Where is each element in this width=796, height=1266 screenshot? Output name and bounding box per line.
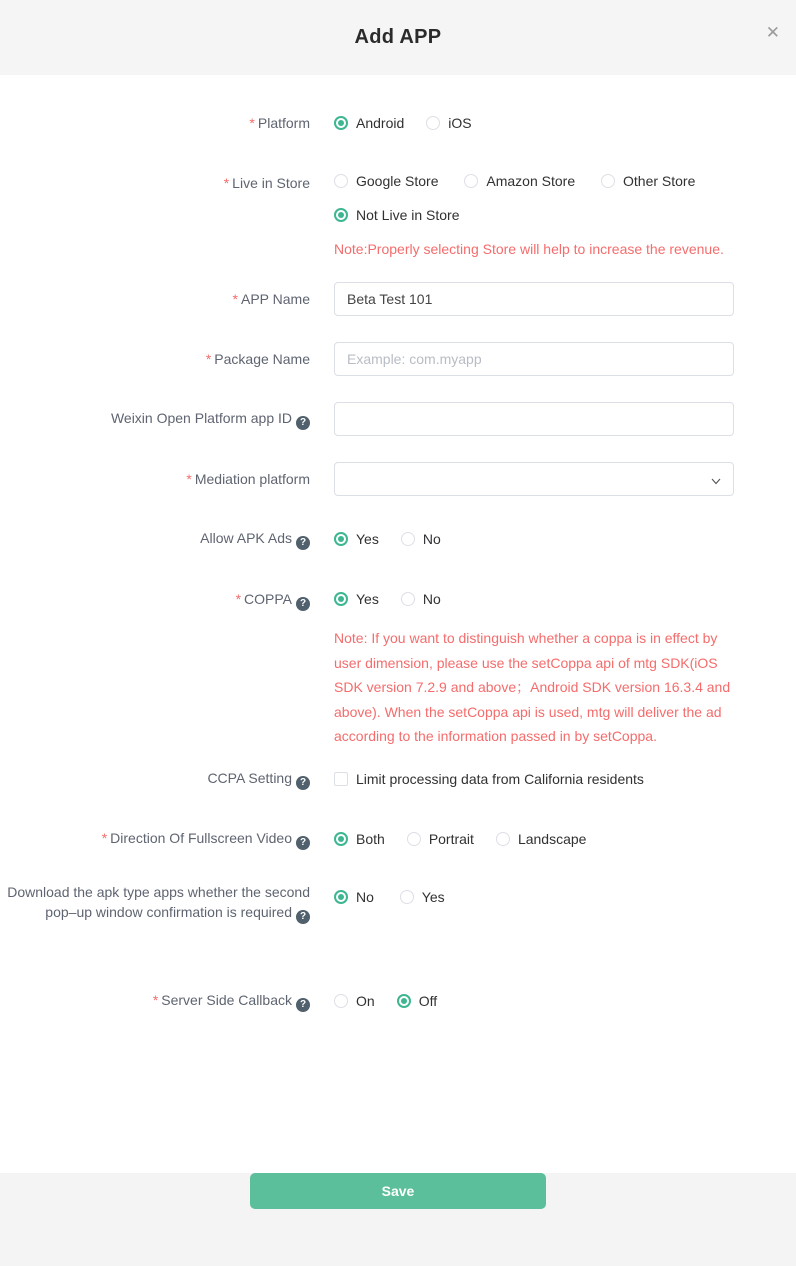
coppa-note: Note: If you want to distinguish whether a coppa is in effect by user dimension, please use the setCoppa api of mtg SDK(iOS SDK version 7.2.9 and above；Android SDK version 16.3.4 and above). When the setCoppa api is used, mtg will deliver the ad according to the information passed in by setCoppa. bbox=[334, 630, 731, 744]
radio-other-store-dot bbox=[601, 174, 615, 188]
platform-label-text: Platform bbox=[257, 115, 310, 131]
radio-not-live-in-store[interactable] bbox=[334, 207, 460, 223]
radio-coppa-yes[interactable] bbox=[334, 591, 379, 607]
row-fullscreen-direction bbox=[0, 822, 796, 856]
modal-header bbox=[0, 0, 796, 75]
apk-confirmation-label bbox=[0, 882, 310, 924]
required-mark: * bbox=[235, 591, 242, 607]
weixin-app-id-label bbox=[0, 408, 310, 430]
required-mark: * bbox=[186, 471, 192, 487]
required-mark: * bbox=[101, 829, 108, 846]
server-side-callback-label-text: Server Side Callback bbox=[161, 991, 292, 1008]
radio-apk-ads-no[interactable] bbox=[401, 531, 441, 547]
fullscreen-direction-label-text: Direction Of Fullscreen Video bbox=[110, 829, 292, 846]
live-in-store-label-text: Live in Store bbox=[232, 175, 310, 191]
mediation-platform-select[interactable] bbox=[334, 462, 734, 496]
server-side-callback-label bbox=[0, 990, 310, 1012]
help-icon[interactable]: ? bbox=[296, 416, 310, 430]
radio-apk-ads-no-label: No bbox=[422, 531, 441, 547]
radio-callback-on[interactable] bbox=[334, 993, 375, 1009]
required-mark: * bbox=[249, 115, 255, 131]
modal-title: Add APP bbox=[354, 26, 442, 48]
required-mark: * bbox=[223, 175, 230, 191]
row-apk-confirmation bbox=[0, 882, 796, 924]
weixin-app-id-input[interactable] bbox=[334, 402, 734, 436]
mediation-platform-label bbox=[0, 469, 310, 489]
row-live-in-store bbox=[0, 173, 796, 282]
row-allow-apk-ads bbox=[0, 522, 796, 556]
radio-direction-portrait-label: Portrait bbox=[428, 830, 474, 847]
allow-apk-ads-label bbox=[0, 528, 310, 550]
help-icon[interactable]: ? bbox=[296, 910, 310, 924]
package-name-input[interactable] bbox=[334, 342, 734, 376]
mediation-platform-label-text: Mediation platform bbox=[194, 471, 310, 487]
fullscreen-direction-label bbox=[0, 828, 310, 850]
help-icon[interactable]: ? bbox=[296, 998, 310, 1012]
radio-direction-portrait-dot bbox=[407, 832, 421, 846]
radio-apk-confirm-yes-label: Yes bbox=[421, 888, 445, 905]
app-name-label bbox=[0, 289, 310, 309]
radio-apk-ads-yes[interactable] bbox=[334, 531, 379, 547]
ccpa-checkbox-label: Limit processing data from California residents bbox=[356, 770, 644, 787]
radio-amazon-store-label: Amazon Store bbox=[486, 173, 576, 189]
radio-apk-ads-yes-label: Yes bbox=[356, 531, 379, 547]
radio-callback-on-label: On bbox=[356, 992, 375, 1009]
radio-apk-ads-no-dot bbox=[401, 532, 415, 546]
weixin-app-id-label-text: Weixin Open Platform app ID bbox=[110, 410, 292, 426]
coppa-label-text: COPPA bbox=[244, 591, 292, 607]
store-options-line2 bbox=[334, 207, 746, 225]
radio-google-store-dot bbox=[334, 174, 348, 188]
radio-apk-confirm-no-dot bbox=[334, 890, 348, 904]
radio-direction-portrait[interactable] bbox=[407, 831, 474, 847]
row-coppa bbox=[0, 582, 796, 762]
required-mark: * bbox=[232, 291, 238, 307]
radio-callback-off-label: Off bbox=[418, 992, 438, 1009]
ccpa-setting-label bbox=[0, 768, 310, 790]
radio-amazon-store[interactable] bbox=[464, 173, 575, 189]
allow-apk-ads-label-text: Allow APK Ads bbox=[200, 530, 292, 546]
store-options-line1 bbox=[334, 173, 746, 191]
ccpa-checkbox-box bbox=[334, 772, 348, 786]
radio-apk-confirm-no[interactable] bbox=[334, 889, 374, 905]
radio-ios[interactable] bbox=[426, 115, 471, 131]
radio-coppa-no-label: No bbox=[422, 591, 441, 607]
package-name-label bbox=[0, 349, 310, 369]
radio-apk-confirm-no-label: No bbox=[356, 888, 374, 905]
live-in-store-note: Note:Properly selecting Store will help to increase the revenue. bbox=[334, 241, 724, 257]
live-in-store-label bbox=[0, 173, 310, 282]
apk-confirmation-label-text: Download the apk type apps whether the second pop–up window confirmation is required bbox=[7, 883, 310, 920]
help-icon[interactable]: ? bbox=[296, 836, 310, 850]
radio-apk-confirm-yes[interactable] bbox=[400, 889, 445, 905]
app-name-input[interactable] bbox=[334, 282, 734, 316]
radio-apk-confirm-yes-dot bbox=[400, 890, 414, 904]
radio-android-label: Android bbox=[356, 115, 405, 131]
chevron-down-icon bbox=[710, 474, 722, 490]
radio-other-store-label: Other Store bbox=[623, 173, 696, 189]
radio-direction-both-label: Both bbox=[356, 830, 385, 847]
platform-label bbox=[0, 113, 310, 133]
radio-amazon-store-dot bbox=[464, 174, 478, 188]
required-mark: * bbox=[205, 351, 212, 367]
app-name-label-text: APP Name bbox=[241, 291, 310, 307]
help-icon[interactable]: ? bbox=[296, 597, 310, 611]
radio-android[interactable] bbox=[334, 115, 404, 131]
radio-google-store[interactable] bbox=[334, 173, 439, 189]
radio-apk-ads-yes-dot bbox=[334, 532, 348, 546]
coppa-options bbox=[334, 582, 746, 616]
radio-callback-off-dot bbox=[397, 994, 411, 1008]
radio-not-live-in-store-label: Not Live in Store bbox=[356, 207, 460, 223]
radio-not-live-in-store-dot bbox=[334, 208, 348, 222]
radio-callback-off[interactable] bbox=[397, 993, 437, 1009]
save-button[interactable]: Save bbox=[250, 1173, 546, 1209]
radio-coppa-no[interactable] bbox=[401, 591, 441, 607]
radio-direction-landscape-label: Landscape bbox=[517, 830, 587, 847]
radio-other-store[interactable] bbox=[601, 173, 695, 189]
coppa-label bbox=[0, 582, 310, 762]
ccpa-checkbox[interactable] bbox=[334, 771, 644, 787]
row-package-name bbox=[0, 342, 796, 376]
help-icon[interactable]: ? bbox=[296, 536, 310, 550]
row-server-side-callback bbox=[0, 984, 796, 1018]
radio-ios-label: iOS bbox=[448, 115, 472, 131]
radio-google-store-label: Google Store bbox=[356, 173, 439, 189]
radio-coppa-no-dot bbox=[401, 592, 415, 606]
radio-direction-both-dot bbox=[334, 832, 348, 846]
ccpa-setting-label-text: CCPA Setting bbox=[207, 769, 292, 786]
help-icon[interactable]: ? bbox=[296, 776, 310, 790]
close-icon[interactable]: ✕ bbox=[765, 23, 780, 42]
radio-callback-on-dot bbox=[334, 994, 348, 1008]
row-app-name bbox=[0, 282, 796, 316]
add-app-form bbox=[0, 75, 796, 1143]
radio-direction-landscape-dot bbox=[496, 832, 510, 846]
radio-coppa-yes-label: Yes bbox=[356, 591, 379, 607]
radio-android-dot bbox=[334, 116, 348, 130]
radio-ios-dot bbox=[426, 116, 440, 130]
modal-footer bbox=[0, 1173, 796, 1266]
row-ccpa-setting bbox=[0, 762, 796, 796]
row-platform bbox=[0, 113, 796, 133]
package-name-label-text: Package Name bbox=[214, 351, 310, 367]
row-mediation-platform bbox=[0, 462, 796, 496]
radio-coppa-yes-dot bbox=[334, 592, 348, 606]
row-weixin-app-id bbox=[0, 402, 796, 436]
radio-direction-both[interactable] bbox=[334, 831, 385, 847]
required-mark: * bbox=[152, 991, 159, 1008]
radio-direction-landscape[interactable] bbox=[496, 831, 587, 847]
